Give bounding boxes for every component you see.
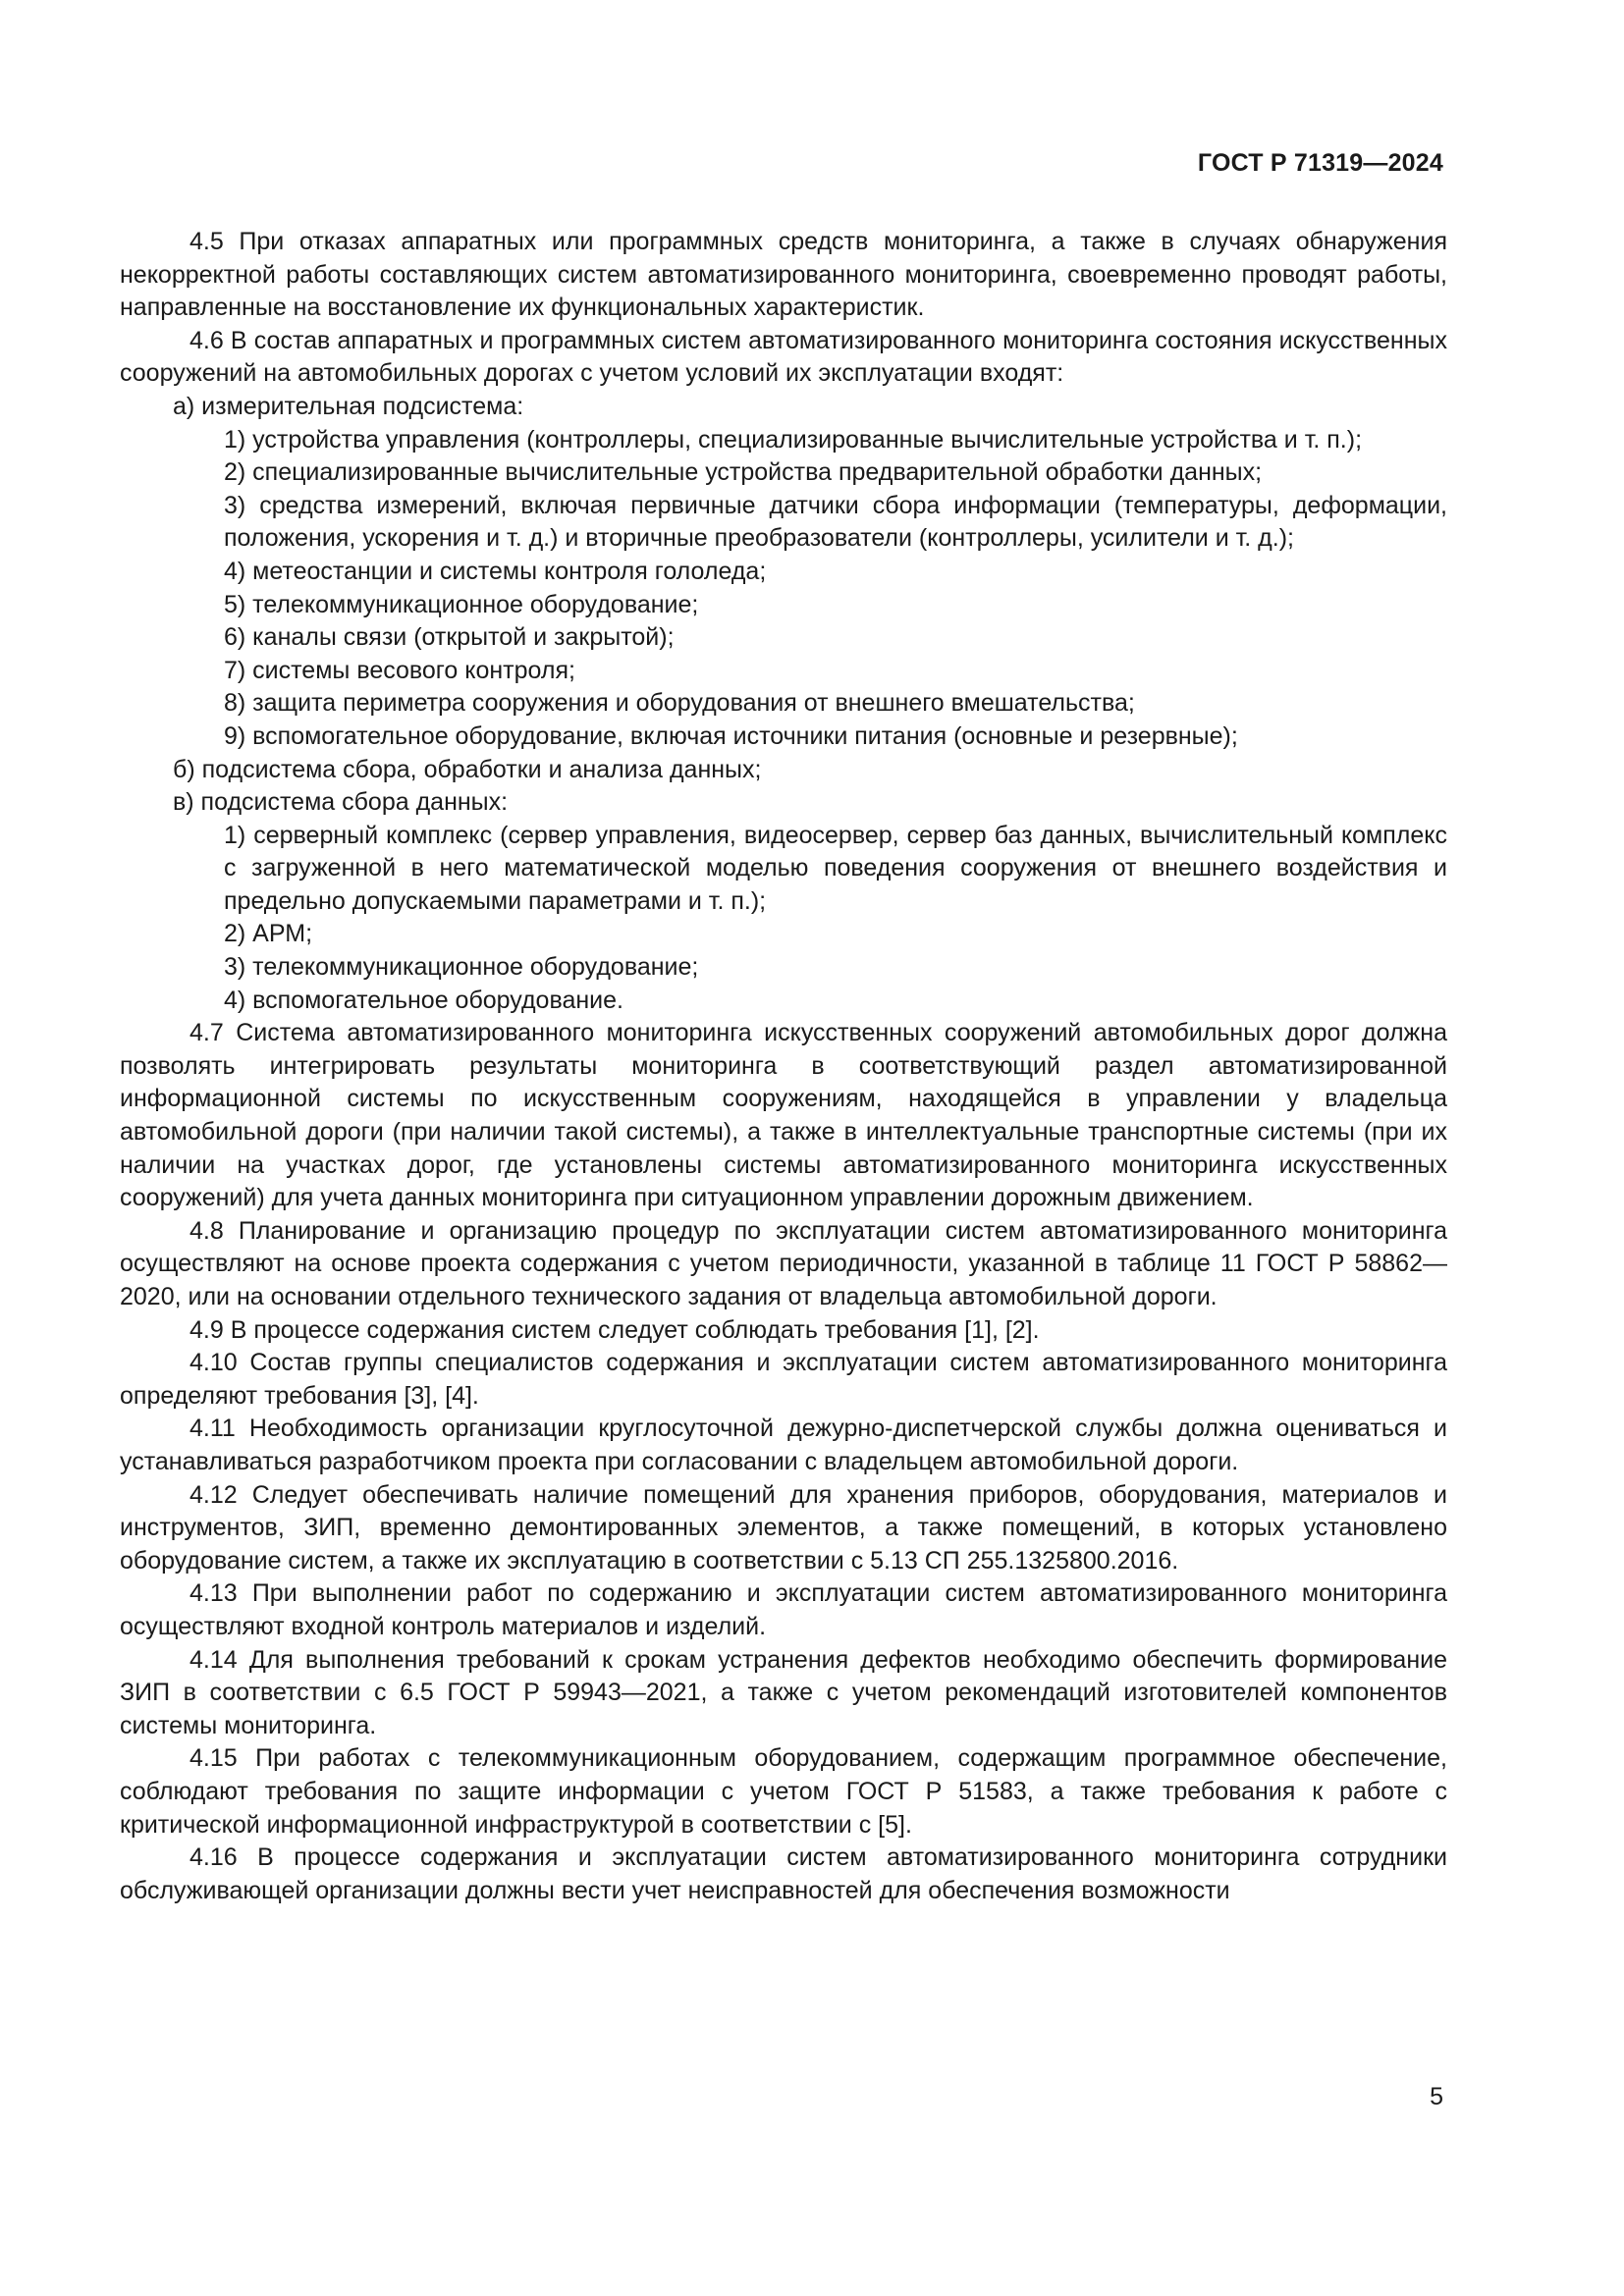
list-subitem-a-3: 3) средства измерений, включая первичные датчики сбора информации (температуры, деформации, положения, ускорения и т. д.) и вторичные преобразователи (контроллеры, усилители и т. д.); — [224, 491, 1447, 553]
list-subitem-v-4: 4) вспомогательное оборудование. — [224, 986, 623, 1014]
list-subitem-v-1: 1) серверный комплекс (сервер управления, видеосервер, сервер баз данных, вычислительный комплекс с загруженной в него математической моделью поведения сооружения от внешнего воздействия и предельно допускаемыми параметрами и т. п.); — [224, 821, 1447, 915]
paragraph-4-9: 4.9 В процессе содержания систем следует соблюдать требования [1], [2]. — [189, 1315, 1040, 1344]
page-number: 5 — [1430, 2083, 1443, 2110]
document-body — [120, 226, 1447, 1907]
list-subitem-v-2: 2) АРМ; — [224, 920, 313, 948]
list-item-a: а) измерительная подсистема: — [173, 392, 524, 420]
list-subitem-a-5: 5) телекоммуникационное оборудование; — [224, 590, 699, 618]
paragraph-4-16: 4.16 В процессе содержания и эксплуатации систем автоматизированного мониторинга сотрудники обслуживающей организации должны вести учет неисправностей для обеспечения возможности — [120, 1843, 1447, 1904]
list-subitem-a-7: 7) системы весового контроля; — [224, 656, 575, 684]
list-subitem-v-3: 3) телекоммуникационное оборудование; — [224, 953, 699, 982]
list-subitem-a-4: 4) метеостанции и системы контроля гололеда; — [224, 557, 767, 585]
list-subitem-a-2: 2) специализированные вычислительные устройства предварительной обработки данных; — [224, 458, 1263, 487]
document-code-header: ГОСТ Р 71319—2024 — [1197, 149, 1443, 177]
paragraph-4-7: 4.7 Система автоматизированного мониторинга искусственных сооружений автомобильных дорог должна позволять интегрировать результаты мониторинга в соответствующий раздел автоматизированной информационной системы по искусственным сооружениям, находящейся в управлении у владельца автомобильной дороги (при наличии такой системы), а также в интеллектуальные транспортные системы (при их наличии на участках дорог, где установлены системы автоматизированного мониторинга искусственных сооружений) для учета данных мониторинга при ситуационном управлении дорожным движением. — [120, 1019, 1447, 1212]
list-subitem-a-9: 9) вспомогательное оборудование, включая источники питания (основные и резервные); — [224, 721, 1238, 750]
paragraph-4-10: 4.10 Состав группы специалистов содержания и эксплуатации систем автоматизированного мониторинга определяют требования [3], [4]. — [120, 1349, 1447, 1410]
list-item-v: в) подсистема сбора данных: — [173, 788, 509, 817]
paragraph-4-8: 4.8 Планирование и организацию процедур по эксплуатации систем автоматизированного мониторинга осуществляют на основе проекта содержания с учетом периодичности, указанной в таблице 11 ГОСТ Р 58862—2020, или на основании отдельного технического задания от владельца автомобильной дороги. — [120, 1216, 1447, 1310]
list-subitem-a-8: 8) защита периметра сооружения и оборудования от внешнего вмешательства; — [224, 689, 1135, 718]
paragraph-4-15: 4.15 При работах с телекоммуникационным оборудованием, содержащим программное обеспечение, соблюдают требования по защите информации с учетом ГОСТ Р 51583, а также требования к работе с критической информационной инфраструктурой в соответствии с [5]. — [120, 1744, 1447, 1839]
paragraph-4-5: 4.5 При отказах аппаратных или программных средств мониторинга, а также в случаях обнаружения некорректной работы составляющих систем автоматизированного мониторинга, своевременно проводят работы, направленные на восстановление их функциональных характеристик. — [120, 228, 1447, 322]
paragraph-4-13: 4.13 При выполнении работ по содержанию и эксплуатации систем автоматизированного мониторинга осуществляют входной контроль материалов и изделий. — [120, 1579, 1447, 1640]
list-subitem-a-6: 6) каналы связи (открытой и закрытой); — [224, 623, 675, 652]
list-subitem-a-1: 1) устройства управления (контроллеры, специализированные вычислительные устройства и т. п.); — [224, 425, 1363, 454]
paragraph-4-12: 4.12 Следует обеспечивать наличие помещений для хранения приборов, оборудования, материалов и инструментов, ЗИП, временно демонтированных элементов, а также помещений, в которых установлено оборудование систем, а также их эксплуатацию в соответствии с 5.13 СП 255.1325800.2016. — [120, 1480, 1447, 1575]
paragraph-4-14: 4.14 Для выполнения требований к срокам устранения дефектов необходимо обеспечить формирование ЗИП в соответствии с 6.5 ГОСТ Р 59943—2021, а также с учетом рекомендаций изготовителей компонентов системы мониторинга. — [120, 1645, 1447, 1739]
paragraph-4-6: 4.6 В состав аппаратных и программных систем автоматизированного мониторинга состояния искусственных сооружений на автомобильных дорогах с учетом условий их эксплуатации входят: — [120, 326, 1447, 388]
paragraph-4-11: 4.11 Необходимость организации круглосуточной дежурно-диспетчерской службы должна оцениваться и устанавливаться разработчиком проекта при согласовании с владельцем автомобильной дороги. — [120, 1415, 1447, 1475]
list-item-b: б) подсистема сбора, обработки и анализа данных; — [173, 755, 762, 783]
